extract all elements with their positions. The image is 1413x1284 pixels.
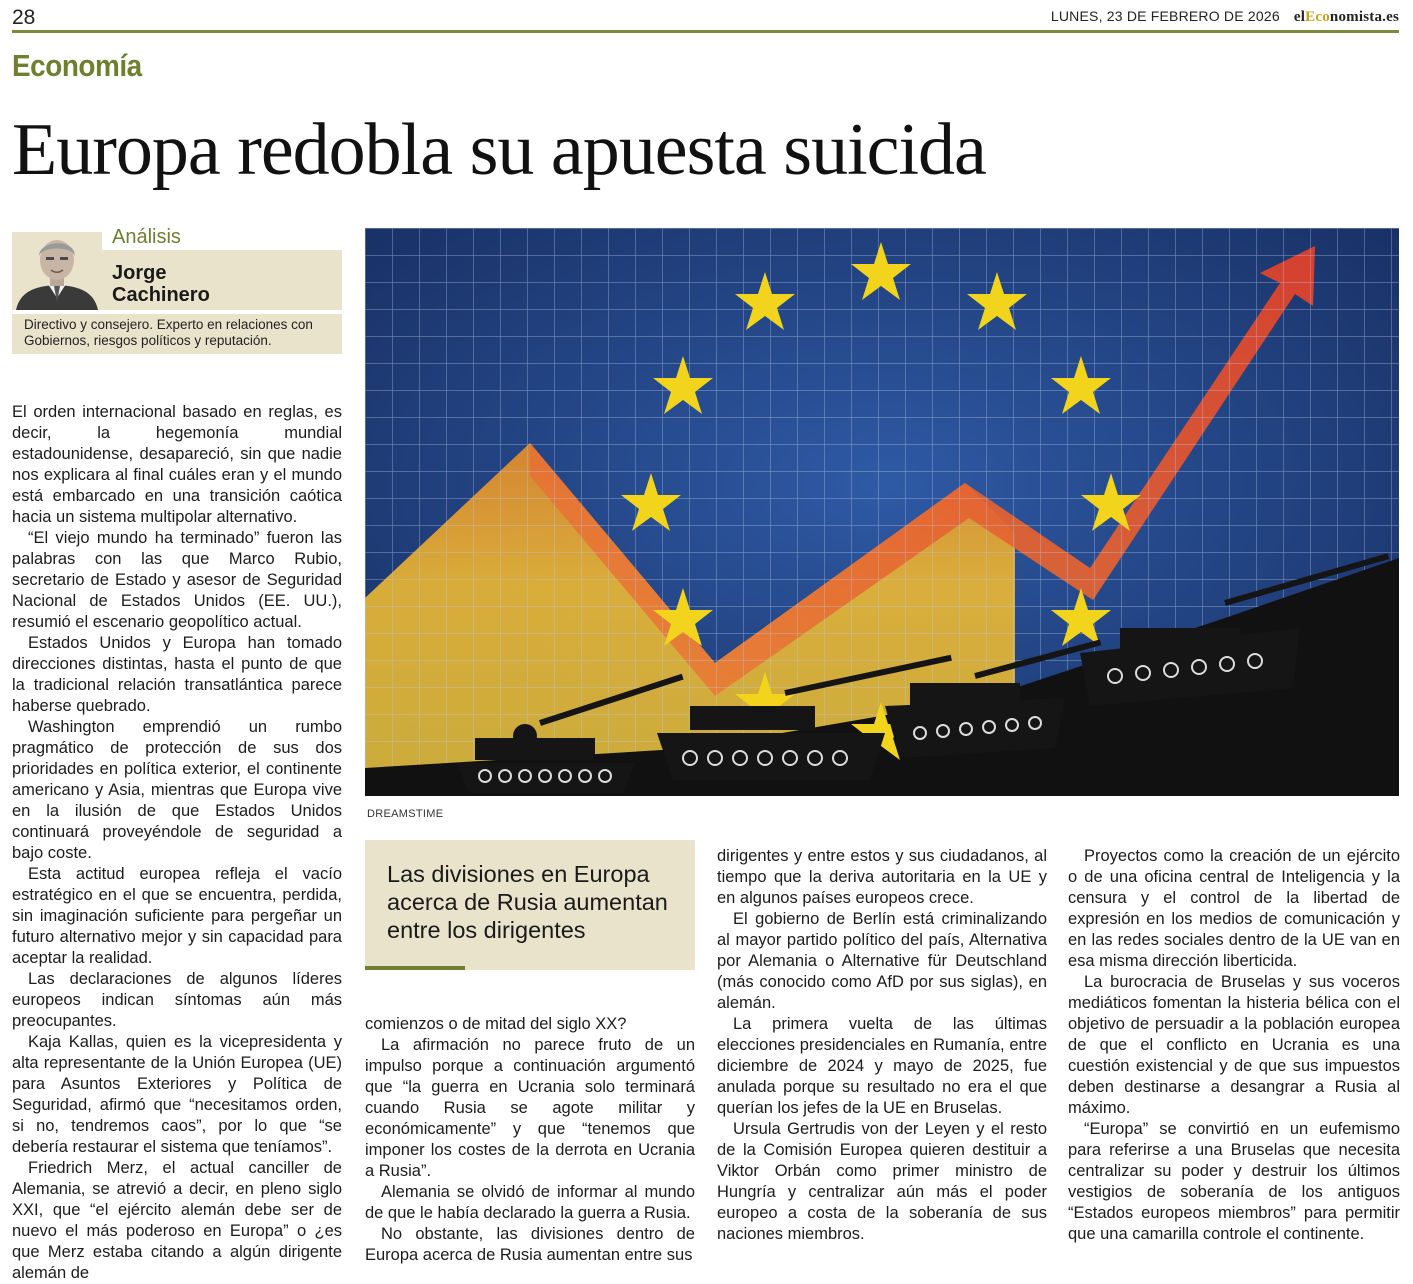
author-name bbox=[112, 262, 210, 306]
paragraph: No obstante, las divisiones dentro de Europa acerca de Rusia aumentan entre sus bbox=[365, 1225, 695, 1264]
body-column-3 bbox=[717, 846, 1047, 1245]
brand-accent: Eco bbox=[1305, 9, 1330, 25]
paragraph: El orden internacional basado en reglas, es decir, la hegemonía mundial estadounidense, desapareció, sin que nadie nos explicara al final cuáles eran y el mundo está embarcado en una transición caótica hacia un sistema multipolar alternativo. bbox=[12, 403, 342, 526]
photo-credit: DREAMSTIME bbox=[367, 808, 444, 820]
paragraph: El gobierno de Berlín está criminalizando al mayor partido político del país, Alternativa por Alemania o Alternative für Deutschland (más conocido como AfD por sus siglas), en alemán. bbox=[717, 910, 1047, 1012]
brand-logo bbox=[1294, 9, 1399, 25]
section-name: Economía bbox=[12, 48, 142, 83]
headline: Europa redobla su apuesta suicida bbox=[12, 109, 986, 191]
paragraph: Estados Unidos y Europa han tomado direcciones distintas, hasta el punto de que la tradicional relación transatlántica parece haberse quebrado. bbox=[12, 634, 342, 715]
brand-post: nomista.es bbox=[1329, 9, 1399, 25]
paragraph: La primera vuelta de las últimas elecciones presidenciales en Rumanía, entre diciembre de 2024 y mayo de 2025, fue anulada porque su resultado no era el que querían los jefes de la UE en Bruselas. bbox=[717, 1015, 1047, 1117]
paragraph: Friedrich Merz, el actual canciller de Alemania, se atrevió a decir, en pleno siglo XXI, que “el ejército alemán debe ser de nuevo el más poderoso en Europa” o ¿es que Merz estaba citando a algún dirigente alemán de bbox=[12, 1159, 342, 1282]
pull-quote-rule bbox=[365, 966, 465, 970]
paragraph: Alemania se olvidó de informar al mundo de que le había declarado la guerra a Rusia. bbox=[365, 1183, 695, 1222]
paragraph: Las declaraciones de algunos líderes europeos indican síntomas aún más preocupantes. bbox=[12, 970, 342, 1030]
body-column-1 bbox=[12, 402, 342, 1284]
author-first-name: Jorge bbox=[112, 262, 167, 284]
body-column-2 bbox=[365, 1014, 695, 1266]
dateline bbox=[1051, 8, 1399, 26]
brand-pre: el bbox=[1293, 9, 1306, 25]
author-bio: Directivo y consejero. Experto en relaciones con Gobiernos, riesgos políticos y reputación. bbox=[12, 314, 342, 354]
body-column-4 bbox=[1068, 846, 1400, 1245]
issue-date: LUNES, 23 DE FEBRERO DE 2026 bbox=[1050, 8, 1280, 24]
paragraph: Esta actitud europea refleja el vacío estratégico en el que se encuentra, perdida, sin imaginación suficiente para pergeñar un futuro alternativo mejor y sin capacidad para aceptar la realidad. bbox=[12, 865, 342, 967]
article-kicker: Análisis bbox=[112, 226, 181, 248]
paragraph: Proyectos como la creación de un ejército o de una oficina central de Inteligencia y la censura y el control de la libertad de expresión en los medios de comunicación y en las redes sociales dentro de la UE van en esa misma dirección liberticida. bbox=[1068, 847, 1400, 970]
paragraph: Kaja Kallas, quien es la vicepresidenta y alta representante de la Unión Europea (UE) para Asuntos Exteriores y Política de Seguridad, afirmó que “necesitamos orden, si no, tendremos caos”, por lo que “se debería restaurar el sistema que teníamos”. bbox=[12, 1033, 342, 1156]
paragraph: dirigentes y entre estos y sus ciudadanos, al tiempo que la deriva autoritaria en la UE y en algunos países europeos crece. bbox=[717, 847, 1047, 907]
paragraph: “El viejo mundo ha terminado” fueron las palabras con las que Marco Rubio, secretario de Estado y asesor de Seguridad Nacional de Estados Unidos (EE. UU.), resumió el escenario geopolítico actual. bbox=[12, 529, 342, 631]
paragraph: Washington emprendió un rumbo pragmático de protección de sus dos prioridades en política exterior, el continente americano y Asia, mientras que Europa vive en la ilusión de que Estados Unidos continuará proveyéndole de seguridad a bajo coste. bbox=[12, 718, 342, 862]
page-number: 28 bbox=[12, 6, 36, 29]
article-photo bbox=[365, 228, 1399, 796]
paragraph: “Europa” se convirtió en un eufemismo para referirse a una Bruselas que necesita centralizar su poder y destruir los últimos vestigios de soberanía de los antiguos “Estados europeos miembros” para permitir que una camarilla controle el continente. bbox=[1068, 1120, 1400, 1243]
author-photo bbox=[12, 232, 102, 310]
pull-quote-box bbox=[365, 840, 695, 970]
paragraph: La burocracia de Bruselas y sus voceros mediáticos fomentan la histeria bélica con el objetivo de persuadir a la población europea de que el conflicto en Ucrania es una cuestión existencial y de que sus impuestos deben destinarse a desangrar a Rusia al máximo. bbox=[1068, 973, 1400, 1117]
paragraph: comienzos o de mitad del siglo XX? bbox=[365, 1015, 627, 1033]
author-last-name: Cachinero bbox=[112, 284, 210, 306]
pull-quote-text: Las divisiones en Europa acerca de Rusia aumentan entre los dirigentes bbox=[387, 861, 668, 943]
paragraph: Ursula Gertrudis von der Leyen y el resto de la Comisión Europea quieren destituir a Viktor Orbán como primer ministro de Hungría y centralizar aún más el poder europeo a costa de la soberanía de sus naciones miembros. bbox=[717, 1120, 1047, 1243]
paragraph: La afirmación no parece fruto de un impulso porque a continuación argumentó que “la guerra en Ucrania solo terminará cuando Rusia se agote militar y económicamente” y que “tenemos que imponer los costes de la derrota en Ucrania a Rusia”. bbox=[365, 1036, 695, 1180]
top-rule bbox=[12, 30, 1399, 33]
